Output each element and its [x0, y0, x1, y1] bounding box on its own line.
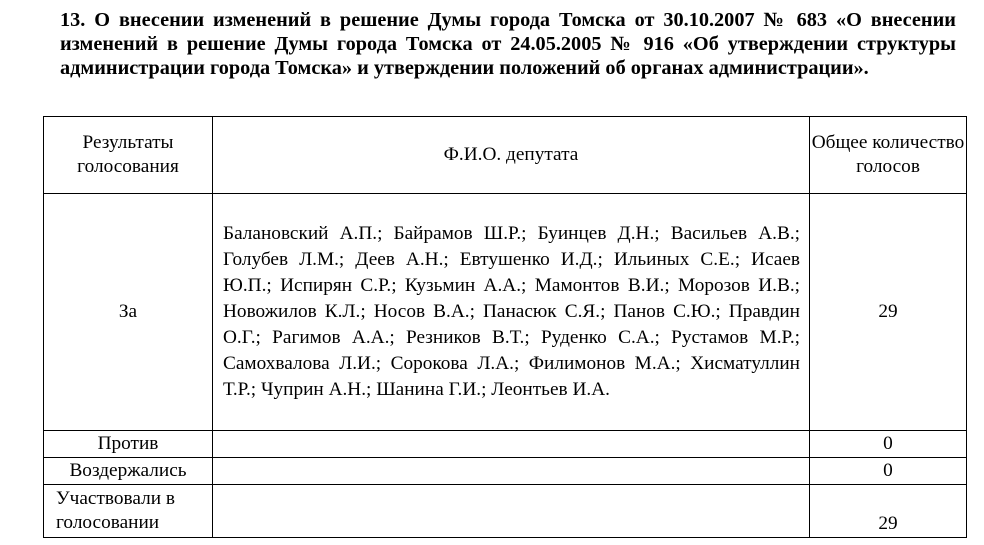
table-row [44, 431, 967, 458]
table-row [44, 458, 967, 485]
vote-count: 29 [810, 485, 967, 538]
header-total: Общее количество голосов [810, 117, 967, 194]
voting-results-table [43, 116, 967, 538]
deputies-list: Балановский А.П.; Байрамов Ш.Р.; Буинцев Д.Н.; Васильев А.В.; Голубев Л.М.; Деев А.Н.; Евтушенко И.Д.; Ильиных С.Е.; Исаев Ю.П.; Испирян С.Р.; Кузьмин А.А.; Мамонтов В.И.; Морозов И.В.; Новожилов К.Л.; Носов В.А.; Панасюк С.Я.; Панов С.Ю.; Правдин О.Г.; Рагимов А.А.; Резников В.Т.; Руденко С.А.; Рустамов М.Р.; Самохвалова Л.И.; Сорокова Л.А.; Филимонов М.А.; Хисматуллин Т.Р.; Чуприн А.Н.; Шанина Г.И.; Леонтьев И.А. [213, 194, 810, 431]
row-label: Против [44, 431, 213, 458]
header-results: Результаты голосования [44, 117, 213, 194]
table-row [44, 194, 967, 431]
resolution-heading: 13. О внесении изменений в решение Думы города Томска от 30.10.2007 № 683 «О внесении изменений в решение Думы города Томска от 24.05.2005 № 916 «Об утверждении структуры администрации города Томска» и утверждении положений об органах администрации». [60, 9, 956, 79]
row-label: Участвовали в голосовании [44, 485, 213, 538]
vote-count: 0 [810, 458, 967, 485]
deputies-list [213, 458, 810, 485]
deputies-list [213, 431, 810, 458]
vote-count: 0 [810, 431, 967, 458]
table-row [44, 485, 967, 538]
header-deputy: Ф.И.О. депутата [213, 117, 810, 194]
vote-count: 29 [810, 194, 967, 431]
row-label: Воздержались [44, 458, 213, 485]
deputies-list [213, 485, 810, 538]
table-header-row [44, 117, 967, 194]
row-label: За [44, 194, 213, 431]
